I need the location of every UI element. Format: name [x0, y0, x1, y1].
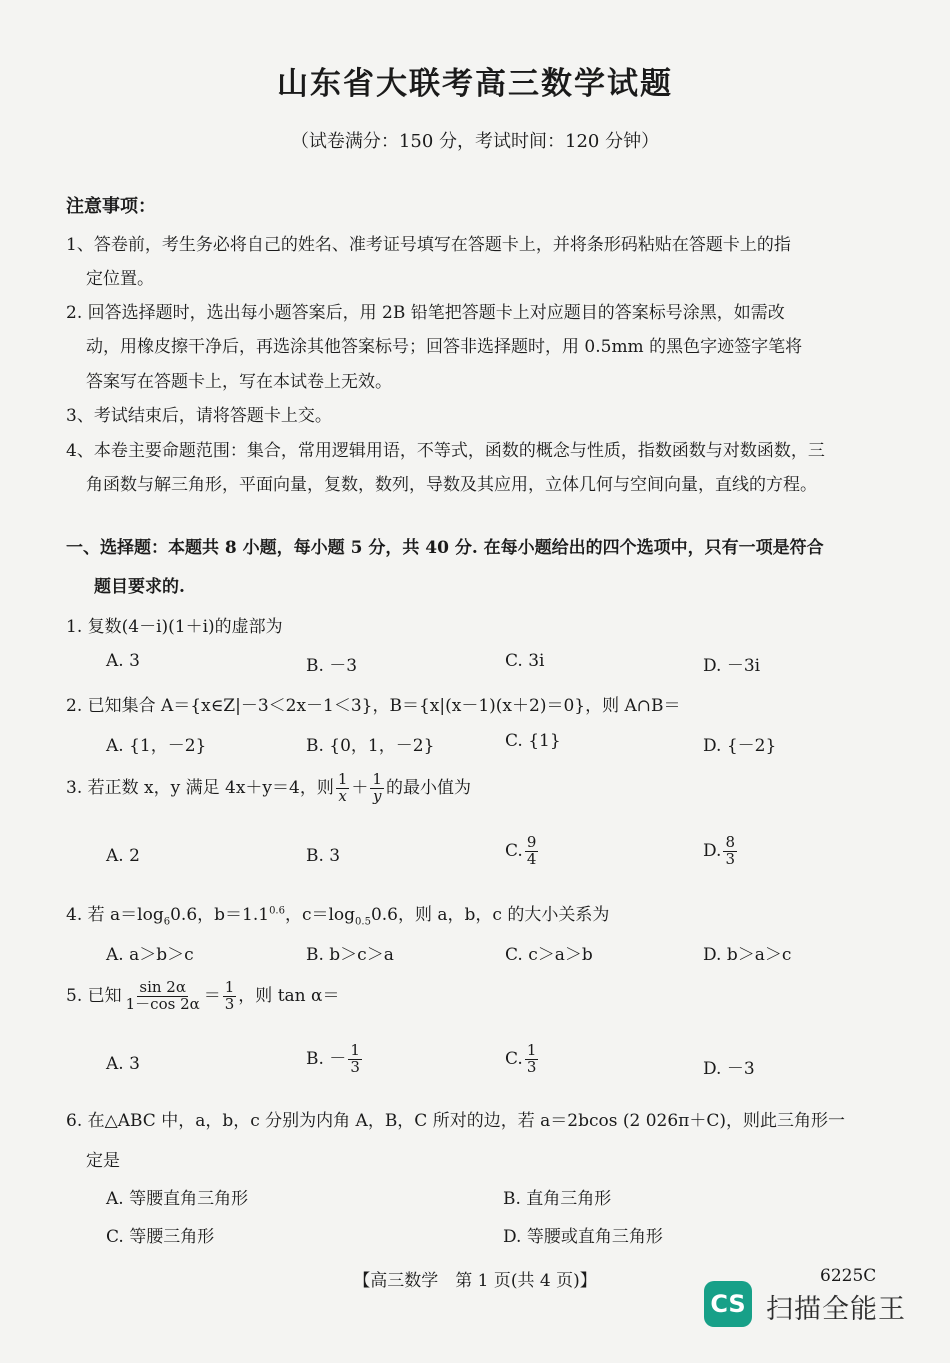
- q3-fraction-1-den: x: [338, 786, 347, 805]
- q5-fraction-right-num: 1: [224, 978, 235, 996]
- q4-part-3: ，c＝log: [284, 905, 356, 925]
- notice-line-4: 动，用橡皮擦干净后，再选涂其他答案标号；回答非选择题时，用 0.5mm 的黑色字迹签字笔将: [86, 337, 803, 357]
- q5-fraction-left-den: 1－cos 2α: [125, 994, 200, 1013]
- q3-option-d-den: 3: [725, 849, 735, 868]
- notice-line-7: 4、本卷主要命题范围：集合，常用逻辑用语，不等式，函数的概念与性质，指数函数与对数函数，三: [66, 441, 825, 461]
- q4-sup-1: 0.6: [269, 905, 285, 917]
- q2-option-c: C. {1}: [505, 731, 561, 751]
- q4-option-b: B. b＞c＞a: [306, 945, 394, 965]
- q5-option-c-num: 1: [526, 1041, 537, 1059]
- q5-option-b-label: B. －: [306, 1048, 347, 1069]
- camscanner-logo-icon: CS: [704, 1281, 752, 1327]
- notice-line-1: 1、答卷前，考生务必将自己的姓名、准考证号填写在答题卡上，并将条形码粘贴在答题卡上的指: [66, 235, 791, 255]
- q4-sub-2: 0.5: [355, 916, 371, 928]
- q4-part-2: 0.6，b＝1.1: [170, 905, 270, 925]
- question-6-stem: 6. 在△ABC 中，a，b，c 分别为内角 A，B，C 所对的边，若 a＝2bcos (2 026π＋C)，则此三角形一: [66, 1111, 845, 1131]
- q5-option-b-num: 1: [350, 1041, 360, 1059]
- q3-option-c-label: C.: [505, 840, 523, 861]
- q3-option-c-num: 9: [526, 833, 537, 851]
- q2-option-a: A. {1，－2}: [106, 736, 207, 756]
- notice-line-6: 3、考试结束后，请将答题卡上交。: [66, 406, 332, 426]
- q3-option-d-label: D.: [703, 840, 722, 861]
- exam-subtitle: （试卷满分：150 分，考试时间：120 分钟）: [290, 131, 660, 152]
- question-2-stem: 2. 已知集合 A＝{x∈Z|－3＜2x－1＜3}，B＝{x|(x－1)(x＋2)＝0}，则 A∩B＝: [66, 696, 681, 716]
- q5-option-a: A. 3: [106, 1054, 140, 1074]
- q3-fraction-1-num: 1: [337, 770, 348, 788]
- q4-part-4: 0.6，则 a，b，c 的大小关系为: [370, 905, 610, 925]
- q5-fraction-right: [223, 980, 237, 1013]
- q3-fraction-2: [370, 772, 384, 805]
- q3-option-b: B. 3: [306, 846, 341, 866]
- question-5-stem: [66, 980, 340, 1013]
- camscanner-watermark: 扫描全能王: [766, 1294, 906, 1325]
- q4-option-a: A. a＞b＞c: [106, 945, 194, 965]
- question-6-stem-cont: 定是: [86, 1151, 120, 1171]
- question-3-stem: [66, 772, 471, 805]
- q3-option-c-den: 4: [526, 849, 537, 868]
- q1-option-c: C. 3i: [505, 651, 545, 671]
- q3-fraction-1: [336, 772, 350, 805]
- q1-option-b: B. －3: [306, 656, 358, 676]
- q3-fraction-2-den: y: [372, 786, 382, 805]
- question-4-stem: [66, 900, 609, 927]
- q3-option-d-num: 8: [725, 833, 735, 851]
- notice-line-5: 答案写在答题卡上，写在本试卷上无效。: [86, 372, 392, 392]
- q1-option-a: A. 3: [106, 651, 140, 671]
- notice-heading: 注意事项：: [66, 196, 156, 217]
- q3-option-a: A. 2: [106, 846, 140, 866]
- q2-option-d: D. {－2}: [703, 736, 777, 756]
- q5-post: ，则 tan α＝: [238, 985, 340, 1006]
- question-1-stem: 1. 复数(4－i)(1＋i)的虚部为: [66, 617, 283, 637]
- q5-option-d: D. －3: [703, 1059, 755, 1079]
- q5-option-c: [505, 1043, 540, 1076]
- q3-plus: ＋: [351, 777, 369, 798]
- q1-option-d: D. －3i: [703, 656, 761, 676]
- section-heading-cont: 题目要求的.: [94, 577, 185, 597]
- q3-stem-pre: 3. 若正数 x，y 满足 4x＋y＝4，则: [66, 777, 334, 798]
- q4-sub-1: 6: [163, 916, 171, 928]
- q6-option-b: B. 直角三角形: [503, 1189, 612, 1209]
- q3-option-c-fraction: [525, 835, 539, 868]
- notice-line-8: 角函数与解三角形，平面向量，复数，数列，导数及其应用，立体几何与空间向量，直线的方程。: [86, 475, 817, 495]
- q5-option-c-label: C.: [505, 1048, 523, 1069]
- section-heading: 一、选择题：本题共 8 小题，每小题 5 分，共 40 分. 在每小题给出的四个选项中，只有一项是符合: [66, 538, 824, 558]
- q3-fraction-2-num: 1: [372, 770, 382, 788]
- q5-option-c-fraction: [525, 1043, 539, 1076]
- q3-option-d-fraction: [723, 835, 737, 868]
- q5-fraction-right-den: 3: [224, 994, 235, 1013]
- q5-option-b: [306, 1043, 364, 1076]
- q3-option-c: [505, 835, 540, 868]
- notice-line-3: 2. 回答选择题时，选出每小题答案后，用 2B 铅笔把答题卡上对应题目的答案标号涂黑，如需改: [66, 303, 785, 323]
- exam-title: 山东省大联考高三数学试题: [277, 66, 673, 102]
- q5-option-c-den: 3: [526, 1057, 537, 1076]
- q6-option-c: C. 等腰三角形: [106, 1227, 215, 1247]
- q5-fraction-left-num: sin 2α: [139, 978, 186, 996]
- q5-option-b-fraction: [348, 1043, 362, 1076]
- q5-option-b-den: 3: [350, 1057, 360, 1076]
- q5-fraction-left: [124, 980, 202, 1013]
- q5-equals: ＝: [203, 985, 221, 1006]
- q6-option-a: A. 等腰直角三角形: [106, 1189, 249, 1209]
- q4-option-c: C. c＞a＞b: [505, 945, 593, 965]
- q4-option-d: D. b＞a＞c: [703, 945, 792, 965]
- notice-line-2: 定位置。: [86, 269, 154, 289]
- q5-pre: 5. 已知: [66, 985, 122, 1006]
- q4-part-1: 4. 若 a＝log: [66, 905, 164, 925]
- page-footer: 【高三数学 第 1 页(共 4 页)】: [353, 1271, 597, 1291]
- q2-option-b: B. {0，1，－2}: [306, 736, 435, 756]
- q3-option-d: [703, 835, 739, 868]
- q6-option-d: D. 等腰或直角三角形: [503, 1227, 663, 1247]
- q3-stem-post: 的最小值为: [385, 777, 471, 798]
- paper-code: 6225C: [820, 1266, 877, 1286]
